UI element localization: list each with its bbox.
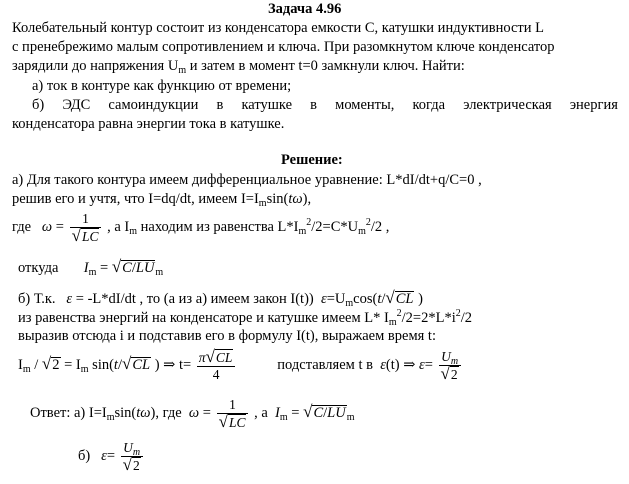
problem-line-1: Колебательный контур состоит из конденсатора емкости С, катушки индуктивности L: [12, 20, 545, 36]
solution-a-line-2: решив его и учтя, что I=dq/dt, имеем $I=I_m\sin(t\omega)$,: [12, 191, 312, 209]
answer-line-a: Ответ: а) $I=I_m\sin(t\omega)$, где ω = $\frac{1}{√LC}$ , а $I_m = √C/LU_m$: [30, 396, 355, 431]
answer-emf-fraction: $\frac{U_m}{√2}$: [121, 440, 143, 474]
problem-line-3: зарядили до напряжения $U_m$ и затем в момент t=0 замкнули ключ. Найти:: [12, 58, 465, 76]
solution-whence-line: откуда $I_m = √C/LU_m$: [18, 257, 164, 278]
solution-express-line: выразив отсюда i и подставив его в формулу I(t), выражаем время t:: [18, 328, 436, 344]
answer-line-b: б) ε= $\frac{U_m}{√2}$: [78, 436, 145, 476]
problem-item-b-line-1: б) ЭДС самоиндукции в катушке в моменты, когда электрическая энергия: [32, 97, 618, 113]
solution-a-line-1: а) Для такого контура имеем дифференциальное уравнение: L*dI/dt+q/C=0 ,: [12, 172, 482, 188]
problem-line-2: с пренебрежимо малым сопротивлением и ключа. При разомкнутом ключе конденсатор: [12, 39, 555, 55]
time-fraction: $\frac{\pi√CL}{4}$: [197, 349, 236, 383]
solution-energy-line: из равенства энергий на конденсаторе и катушке имеем L* $I_m^2/2=2*L*i^2/2$: [18, 308, 472, 328]
emf-fraction: $\frac{U_m}{√2}$: [439, 349, 461, 383]
answer-omega-fraction: $\frac{1}{√LC}$: [217, 397, 249, 431]
solution-omega-line: где ω = $\frac{1}{√LC}$ , а $I_m$ находим из равенства $L*I_m^2/2=C*U_m^2/2$ ,: [12, 210, 390, 245]
solution-heading: Решение:: [281, 152, 343, 168]
omega-fraction: $\frac{1}{√LC}$: [70, 211, 102, 245]
solution-b-line: б) Т.к. ε = -L*dI/dt , то (а из а) имеем закон I(t)) $\varepsilon=U_m\cos(t/√CL$ ): [18, 288, 423, 309]
problem-item-a: а) ток в контуре как функцию от времени;: [32, 78, 292, 94]
problem-title: Задача 4.96: [268, 1, 342, 17]
problem-item-b-line-2: конденсатора равна энергии тока в катушке.: [12, 116, 285, 132]
solution-time-equation: $I_m / √2 = I_m$ sin(t/√CL ) ⇒ t= $\frac{\pi√CL}{4}$ подставляем t в ε(t) ⇒ ε= $\frac{U_m}{√2}$: [18, 344, 463, 385]
